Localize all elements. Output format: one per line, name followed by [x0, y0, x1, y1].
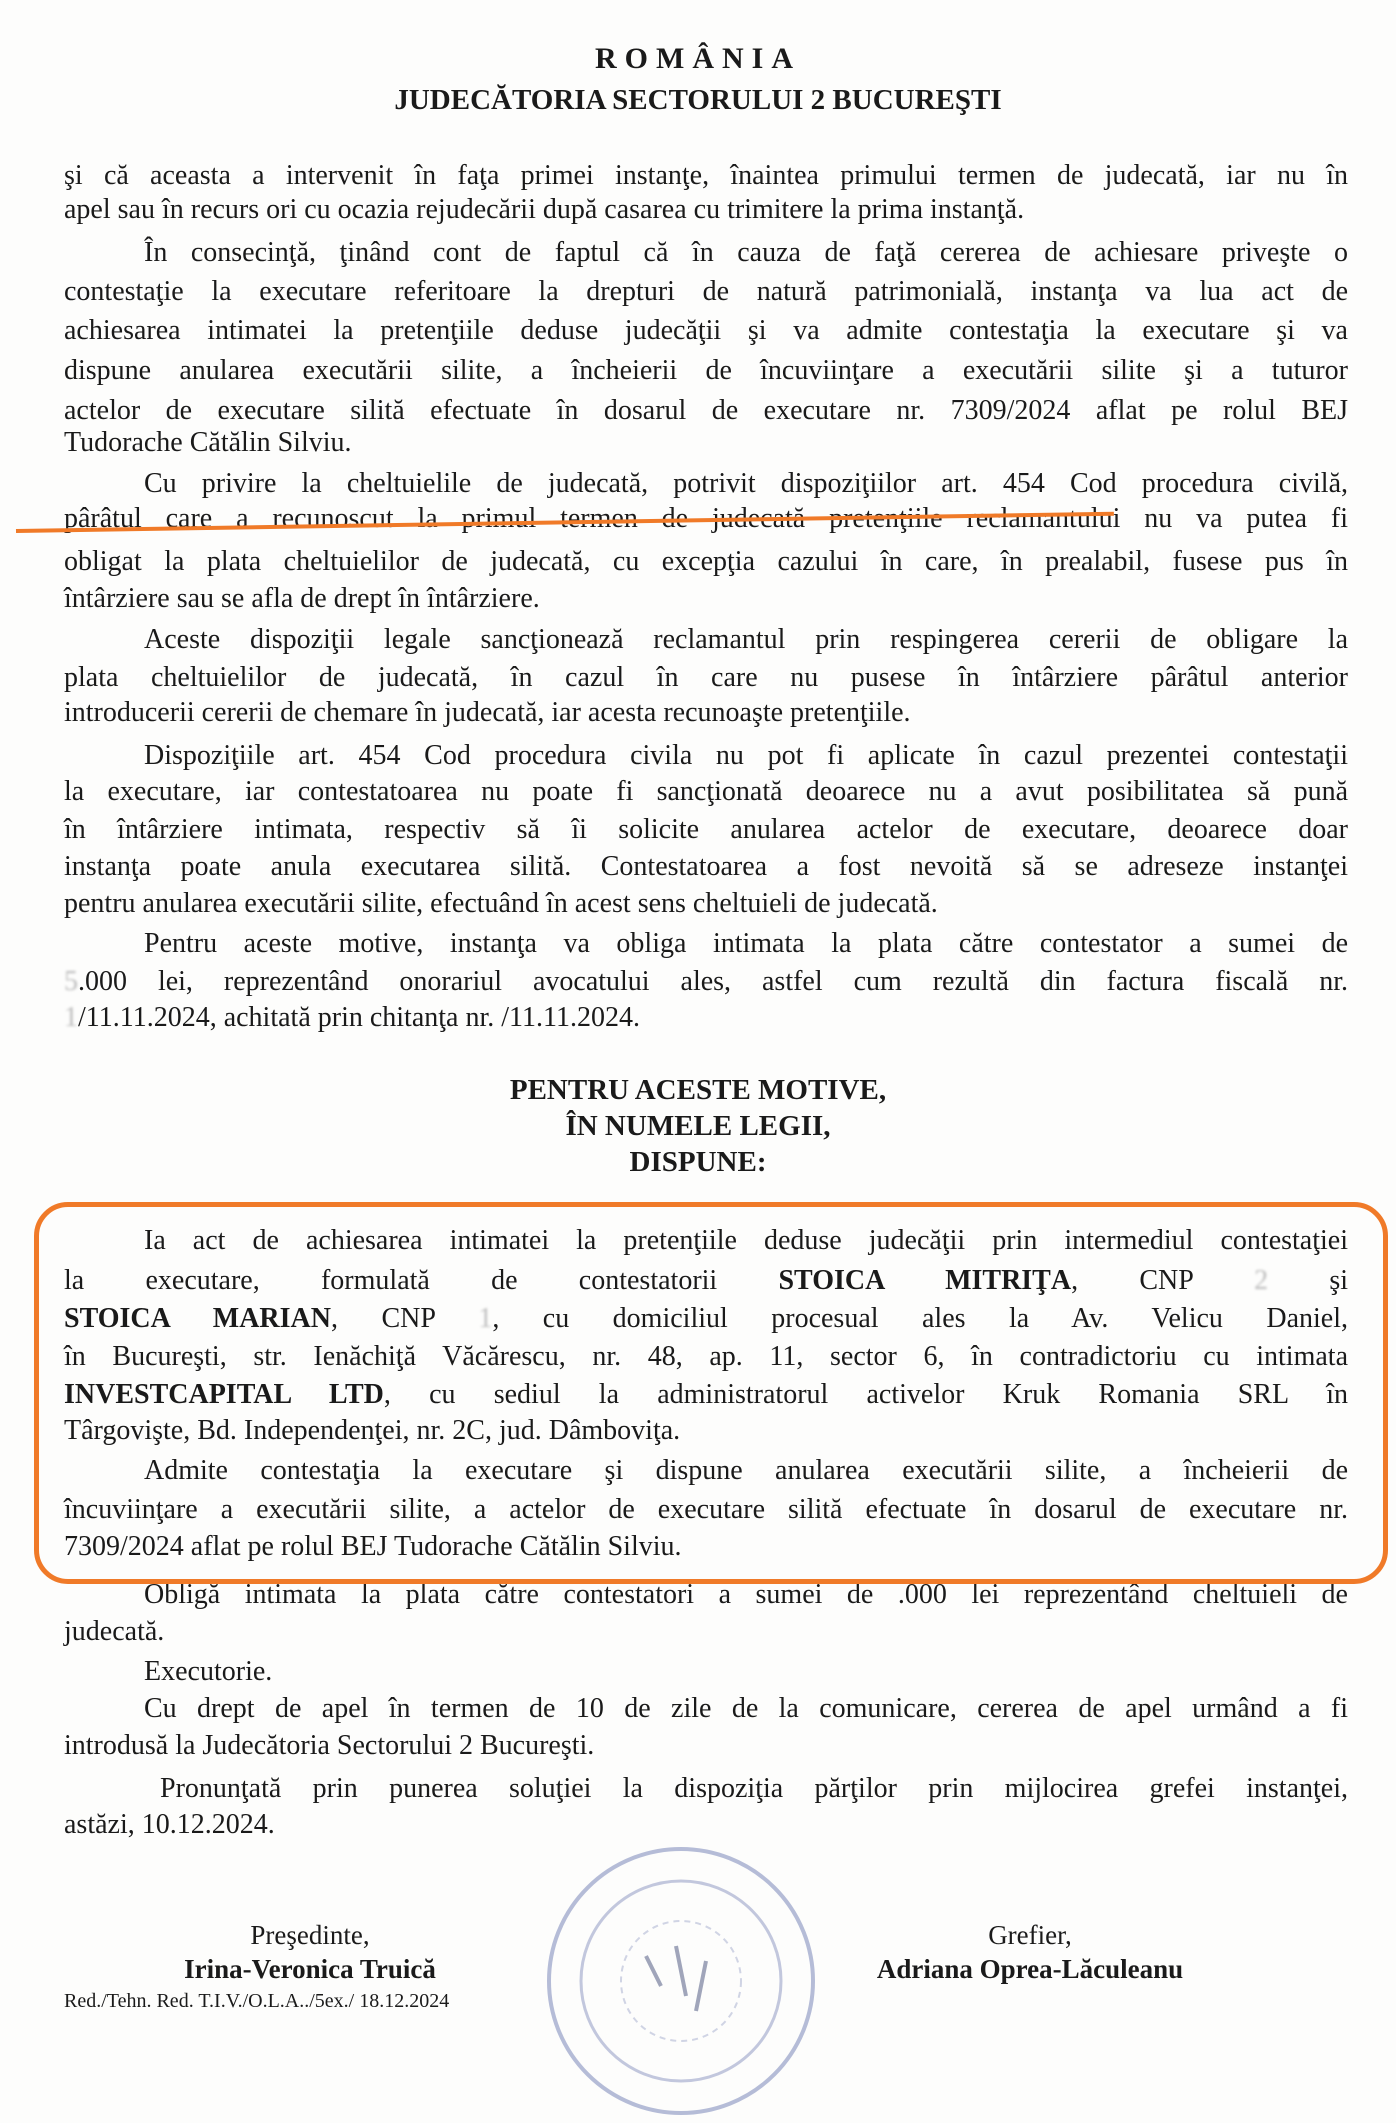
dispositive-line: la executare, formulată de contestatorii STOICA MITRIŢA, CNP 2 şi: [64, 1265, 1349, 1296]
verdict-heading-1: PENTRU ACESTE MOTIVE,: [509, 1074, 887, 1106]
body-line: Aceste dispoziţii legale sancţionează reclamantul prin respingerea cererii de obligare la: [144, 624, 1348, 655]
country-heading: ROMÂNIA: [595, 42, 801, 75]
verdict-heading-2: ÎN NUMELE LEGII,: [565, 1110, 831, 1142]
verdict-heading-3: DISPUNE:: [629, 1146, 767, 1178]
dispositive-line: Târgovişte, Bd. Independenţei, nr. 2C, jud. Dâmboviţa.: [64, 1415, 681, 1446]
body-line: Dispoziţiile art. 454 Cod procedura civila nu pot fi aplicate în cazul prezentei contestaţii: [144, 740, 1348, 771]
body-line: în întârziere intimata, respectiv să îi solicite anularea actelor de executare, deoarece doar: [64, 814, 1348, 845]
dispositive-line: 7309/2024 aflat pe rolul BEJ Tudorache Cătălin Silviu.: [64, 1531, 682, 1562]
body-line: 1/11.11.2024, achitată prin chitanţa nr. /11.11.2024.: [64, 1002, 640, 1033]
party-name: INVESTCAPITAL LTD: [64, 1379, 384, 1410]
body-line: achiesarea intimatei la pretenţiile deduse judecăţii şi va admite contestaţia la executare şi va: [64, 315, 1348, 346]
dispositive-line: STOICA MARIAN, CNP 1, cu domiciliul procesual ales la Av. Velicu Daniel,: [64, 1303, 1348, 1334]
dispositive-line: astăzi, 10.12.2024.: [64, 1809, 275, 1840]
party-name: STOICA MARIAN: [64, 1303, 331, 1334]
redacted-invoice: 1: [64, 1002, 78, 1033]
body-line: apel sau în recurs ori cu ocazia rejudecării după casarea cu trimitere la prima instanţă.: [64, 194, 1025, 225]
dispositive-line: Admite contestaţia la executare şi dispune anularea executării silite, a încheierii de: [144, 1455, 1348, 1486]
redacted-cnp: 2: [1254, 1265, 1269, 1296]
body-line: Cu privire la cheltuielile de judecată, potrivit dispoziţiilor art. 454 Cod procedura civilă,: [144, 468, 1348, 499]
redacted-amount: 5: [64, 966, 78, 997]
body-line: instanţa poate anula executarea silită. Contestatoarea a fost nevoită să se adreseze instanţei: [64, 851, 1348, 882]
body-line: pârâtul care a recunoscut la primul termen de judecată pretenţiile reclamantului nu va putea fi: [64, 503, 1348, 534]
dispositive-line: Cu drept de apel în termen de 10 de zile de la comunicare, cererea de apel urmând a fi: [144, 1693, 1348, 1724]
dispositive-line: judecată.: [64, 1616, 165, 1647]
body-line: şi că aceasta a intervenit în faţa primei instanţe, înaintea primului termen de judecată, iar nu în: [64, 160, 1348, 191]
dispositive-line: în Bucureşti, str. Ienăchiţă Văcărescu, nr. 48, ap. 11, sector 6, în contradictoriu cu intimata: [64, 1341, 1348, 1372]
body-line: În consecinţă, ţinând cont de faptul că în cauza de faţă cererea de achiesare priveşte o: [144, 237, 1348, 268]
body-line: actelor de executare silită efectuate în dosarul de executare nr. 7309/2024 aflat pe rolul BEJ: [64, 395, 1348, 426]
body-line: 5.000 lei, reprezentând onorariul avocatului ales, astfel cum rezultă din factura fiscală nr.: [64, 966, 1348, 997]
body-line: obligat la plata cheltuielilor de judecată, cu excepţia cazului în care, în prealabil, fusese pus în: [64, 546, 1348, 577]
body-line: Pentru aceste motive, instanţa va obliga intimata la plata către contestator a sumei de: [144, 928, 1348, 959]
body-line: plata cheltuielilor de judecată, în cazul în care nu pusese în întârziere pârâtul anterior: [64, 662, 1348, 693]
dispositive-line: introdusă la Judecătoria Sectorului 2 Bucureşti.: [64, 1730, 595, 1761]
body-line: la executare, iar contestatoarea nu poate fi sancţionată deoarece nu a avut posibilitatea să pună: [64, 776, 1348, 807]
dispositive-line: încuviinţare a executării silite, a actelor de executare silită efectuate în dosarul de executare nr.: [64, 1494, 1348, 1525]
footer-reference: Red./Tehn. Red. T.I.V./O.L.A../5ex./ 18.12.2024: [64, 1990, 450, 2012]
dispositive-line: Ia act de achiesarea intimatei la pretenţiile deduse judecăţii prin intermediul contestaţiei: [144, 1225, 1348, 1256]
body-line: dispune anularea executării silite, a încheierii de încuviinţare a executării silite şi a tuturor: [64, 355, 1348, 386]
redacted-cnp: 1: [478, 1303, 493, 1334]
body-line: introducerii cererii de chemare în judecată, iar acesta recunoaşte pretenţiile.: [64, 697, 911, 728]
court-seal-stamp: [536, 1836, 826, 2126]
dispositive-line: Executorie.: [144, 1656, 273, 1687]
dispositive-line: Obligă intimata la plata către contestatori a sumei de .000 lei reprezentând cheltuieli de: [144, 1579, 1348, 1610]
court-heading: JUDECĂTORIA SECTORULUI 2 BUCUREŞTI: [394, 84, 1002, 116]
highlight-box: [34, 1202, 1388, 1584]
dispositive-line: Pronunţată prin punerea soluţiei la dispoziţia părţilor prin mijlocirea grefei instanţei,: [160, 1773, 1348, 1804]
body-line: pentru anularea executării silite, efectuând în acest sens cheltuieli de judecată.: [64, 888, 938, 919]
body-line: Tudorache Cătălin Silviu.: [64, 427, 352, 458]
clerk-signature: Grefier, Adriana Oprea-Lăculeanu: [876, 1920, 1184, 1984]
body-line: contestaţie la executare referitoare la drepturi de natură patrimonială, instanţa va lua act de: [64, 276, 1348, 307]
party-name: STOICA MITRIŢA: [778, 1265, 1072, 1296]
dispositive-line: INVESTCAPITAL LTD, cu sediul la administratorul activelor Kruk Romania SRL în: [64, 1379, 1349, 1410]
body-line: întârziere sau se afla de drept în întârziere.: [64, 583, 540, 614]
president-signature: Preşedinte, Irina-Veronica Truică: [184, 1920, 436, 1984]
